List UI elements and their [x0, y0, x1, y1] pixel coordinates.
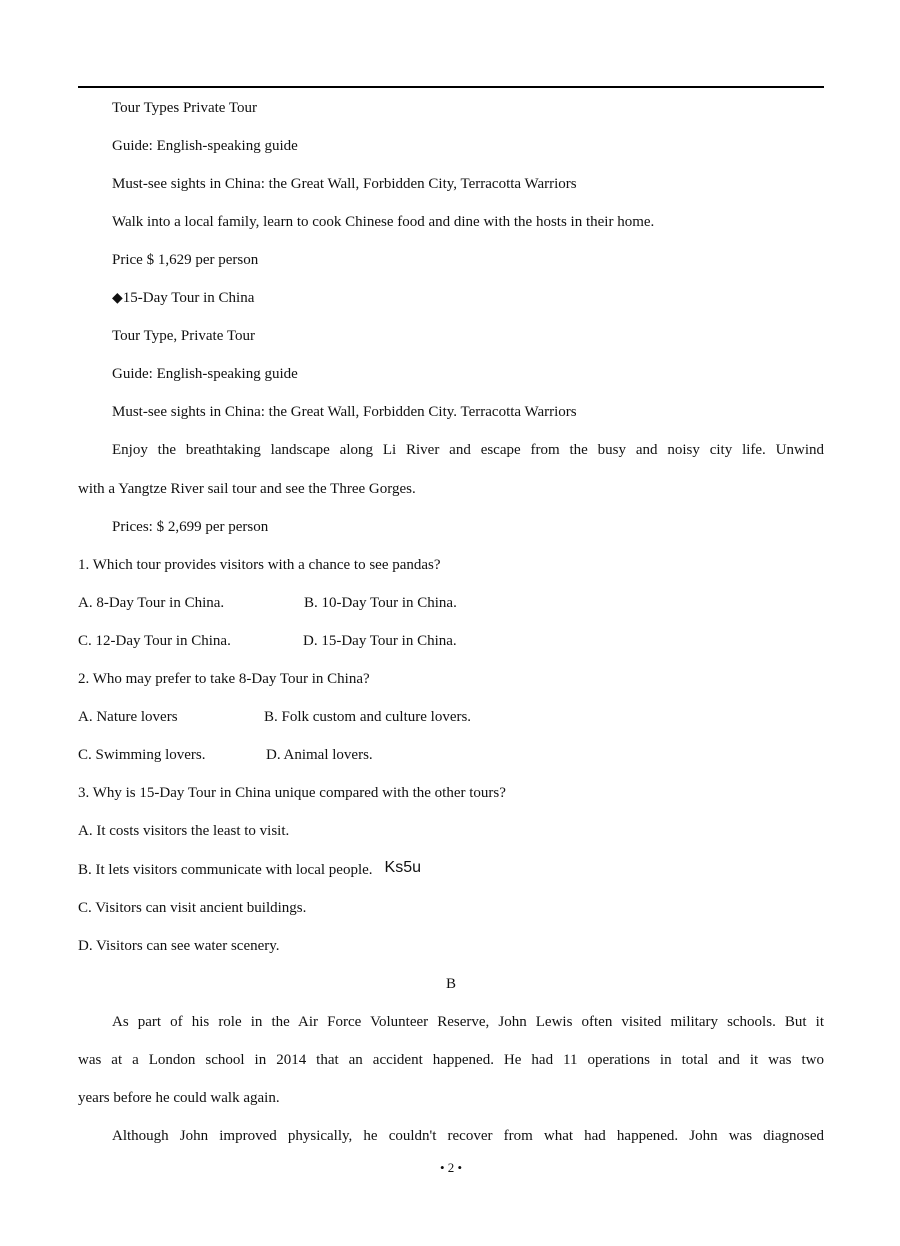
diamond-bullet-icon: ◆ — [112, 290, 123, 306]
question-1-option-d: D. 15-Day Tour in China. — [303, 633, 457, 649]
tour-15-heading — [112, 288, 824, 308]
tour-15-type: Tour Type, Private Tour — [112, 328, 255, 344]
question-2-options-row2 — [78, 745, 824, 765]
question-3-stem: 3. Why is 15-Day Tour in China unique compared with the other tours? — [78, 785, 506, 801]
question-2-options-row1 — [78, 707, 824, 727]
question-2-stem: 2. Who may prefer to take 8-Day Tour in China? — [78, 671, 370, 687]
tour-15-price: Prices: $ 2,699 per person — [112, 519, 269, 535]
question-1-stem: 1. Which tour provides visitors with a chance to see pandas? — [78, 557, 441, 573]
tour-12-price: Price $ 1,629 per person — [112, 252, 259, 268]
question-1-option-a: A. 8-Day Tour in China. — [78, 595, 225, 611]
question-2-option-b: B. Folk custom and culture lovers. — [264, 709, 472, 725]
question-1-options-row2 — [78, 631, 824, 651]
question-3-option-a: A. It costs visitors the least to visit. — [78, 823, 290, 839]
tour-15-description-line1: Enjoy the breathtaking landscape along Li River and escape from the busy and noisy city life. Unwind — [112, 442, 824, 458]
question-3-option-b-row — [78, 860, 824, 880]
tour-15-description-line2: with a Yangtze River sail tour and see the Three Gorges. — [78, 481, 416, 497]
question-2-option-c: C. Swimming lovers. — [78, 747, 206, 763]
header-rule — [78, 86, 824, 88]
question-3-option-d: D. Visitors can see water scenery. — [78, 938, 280, 954]
question-1-option-b: B. 10-Day Tour in China. — [304, 595, 457, 611]
section-b-paragraph-1-line1: As part of his role in the Air Force Volunteer Reserve, John Lewis often visited military schools. But it — [112, 1014, 824, 1030]
question-1-option-c: C. 12-Day Tour in China. — [78, 633, 231, 649]
question-1-options-row1 — [78, 593, 824, 613]
page-number: • 2 • — [439, 1160, 463, 1175]
section-b-paragraph-2-line1: Although John improved physically, he couldn't recover from what had happened. John was diagnosed — [112, 1128, 824, 1144]
question-2-option-a: A. Nature lovers — [78, 709, 178, 725]
tour-15-title: 15-Day Tour in China — [122, 290, 255, 306]
question-2-option-d: D. Animal lovers. — [266, 747, 373, 763]
tour-12-type: Tour Types Private Tour — [112, 100, 258, 116]
tour-15-sights: Must-see sights in China: the Great Wall, Forbidden City. Terracotta Warriors — [112, 404, 577, 420]
question-3-option-b: B. It lets visitors communicate with local people. — [78, 862, 373, 878]
section-b-paragraph-1-line3: years before he could walk again. — [78, 1090, 280, 1106]
tour-12-sights: Must-see sights in China: the Great Wall, Forbidden City, Terracotta Warriors — [112, 176, 577, 192]
question-3-option-c: C. Visitors can visit ancient buildings. — [78, 900, 307, 916]
tour-15-guide: Guide: English-speaking guide — [112, 366, 298, 382]
watermark-text: Ks5u — [384, 859, 421, 876]
tour-12-description: Walk into a local family, learn to cook Chinese food and dine with the hosts in their home. — [112, 214, 655, 230]
section-b-paragraph-1-line2: was at a London school in 2014 that an accident happened. He had 11 operations in total and it was two — [78, 1052, 824, 1068]
tour-12-guide: Guide: English-speaking guide — [112, 138, 298, 154]
section-b-heading: B — [445, 976, 456, 992]
